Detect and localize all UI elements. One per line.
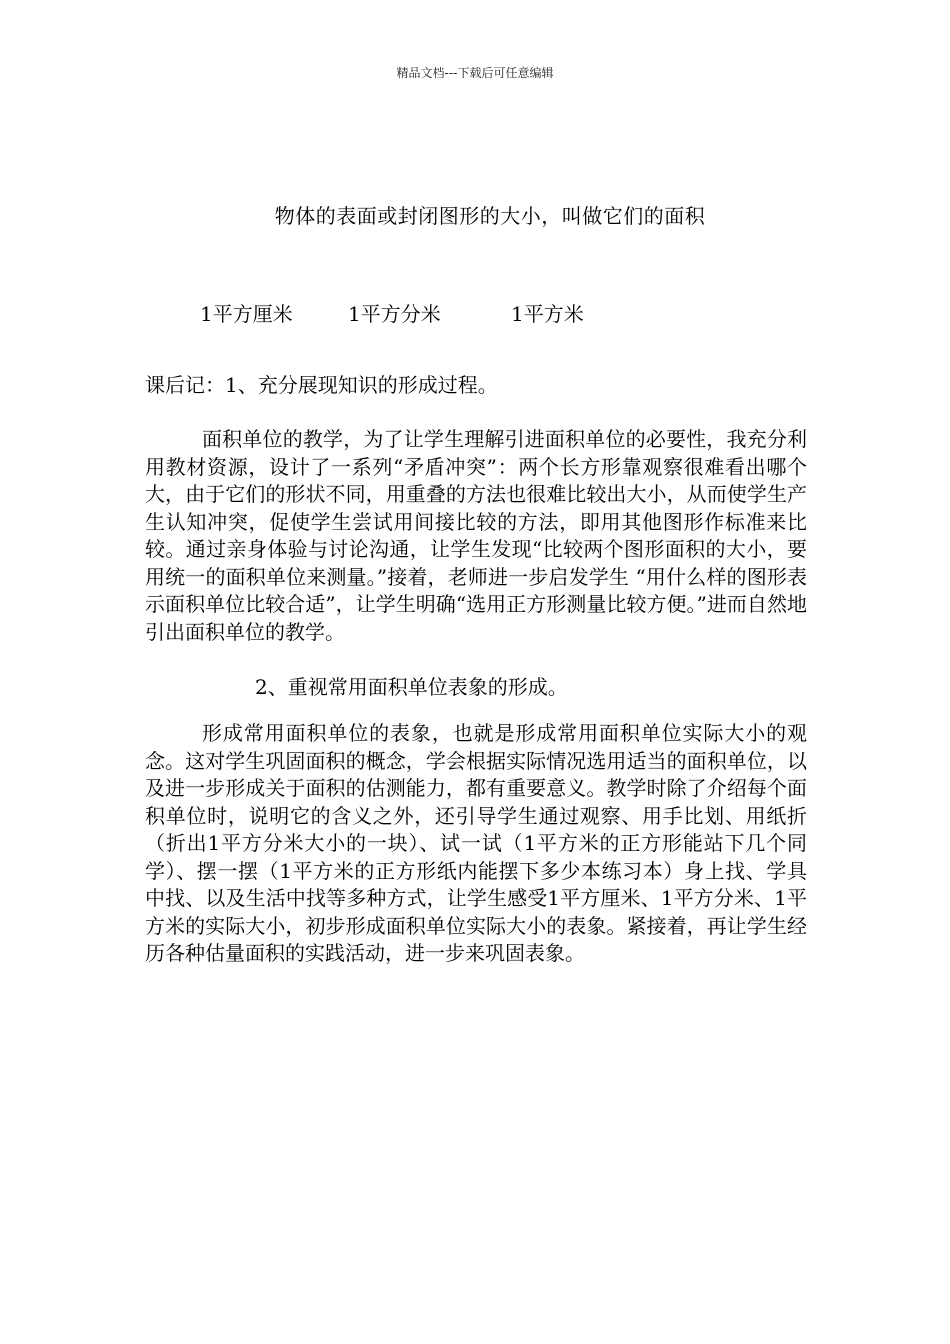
page-title: 物体的表面或封闭图形的大小，叫做它们的面积: [274, 204, 706, 228]
page-header-watermark: 精品文档---下载后可任意编辑: [396, 66, 554, 80]
unit-square-centimeter: 1平方厘米: [200, 302, 293, 326]
paragraph-unit-representation: 形成常用面积单位的表象，也就是形成常用面积单位实际大小的观念。这对学生巩固面积的概念，学会根据实际情况选用适当的面积单位，以及进一步形成关于面积的估测能力，都有重要意义。教学时除了介绍每个面积单位时，说明它的含义之外，还引导学生通过观察、用手比划、用纸折（折出1平方分米大小的一块）、试一试（1平方米的正方形能站下几个同学）、摆一摆（1平方米的正方形纸内能摆下多少本练习本）身上找、学具中找、以及生活中找等多种方式，让学生感受1平方厘米、1平方分米、1平方米的实际大小，初步形成面积单位实际大小的表象。紧接着，再让学生经历各种估量面积的实践活动，进一步来巩固表象。: [145, 721, 807, 965]
afterword-heading: 课后记：1、充分展现知识的形成过程。: [145, 373, 498, 397]
paragraph-unit-introduction: 面积单位的教学，为了让学生理解引进面积单位的必要性，我充分利用教材资源，设计了一系列“矛盾冲突”：两个长方形靠观察很难看出哪个大，由于它们的形状不同，用重叠的方法也很难比较出大小，从而使学生产生认知冲突，促使学生尝试用间接比较的方法，即用其他图形作标准来比较。通过亲身体验与讨论沟通，让学生发现“比较两个图形面积的大小，要用统一的面积单位来测量。”接着，老师进一步启发学生 “用什么样的图形表示面积单位比较合适”，让学生明确“选用正方形测量比较方便。”进而自然地引出面积单位的教学。: [145, 427, 807, 644]
section-heading-2: 2、重视常用面积单位表象的形成。: [255, 675, 568, 699]
unit-square-decimeter: 1平方分米: [348, 302, 441, 326]
unit-square-meter: 1平方米: [511, 302, 584, 326]
